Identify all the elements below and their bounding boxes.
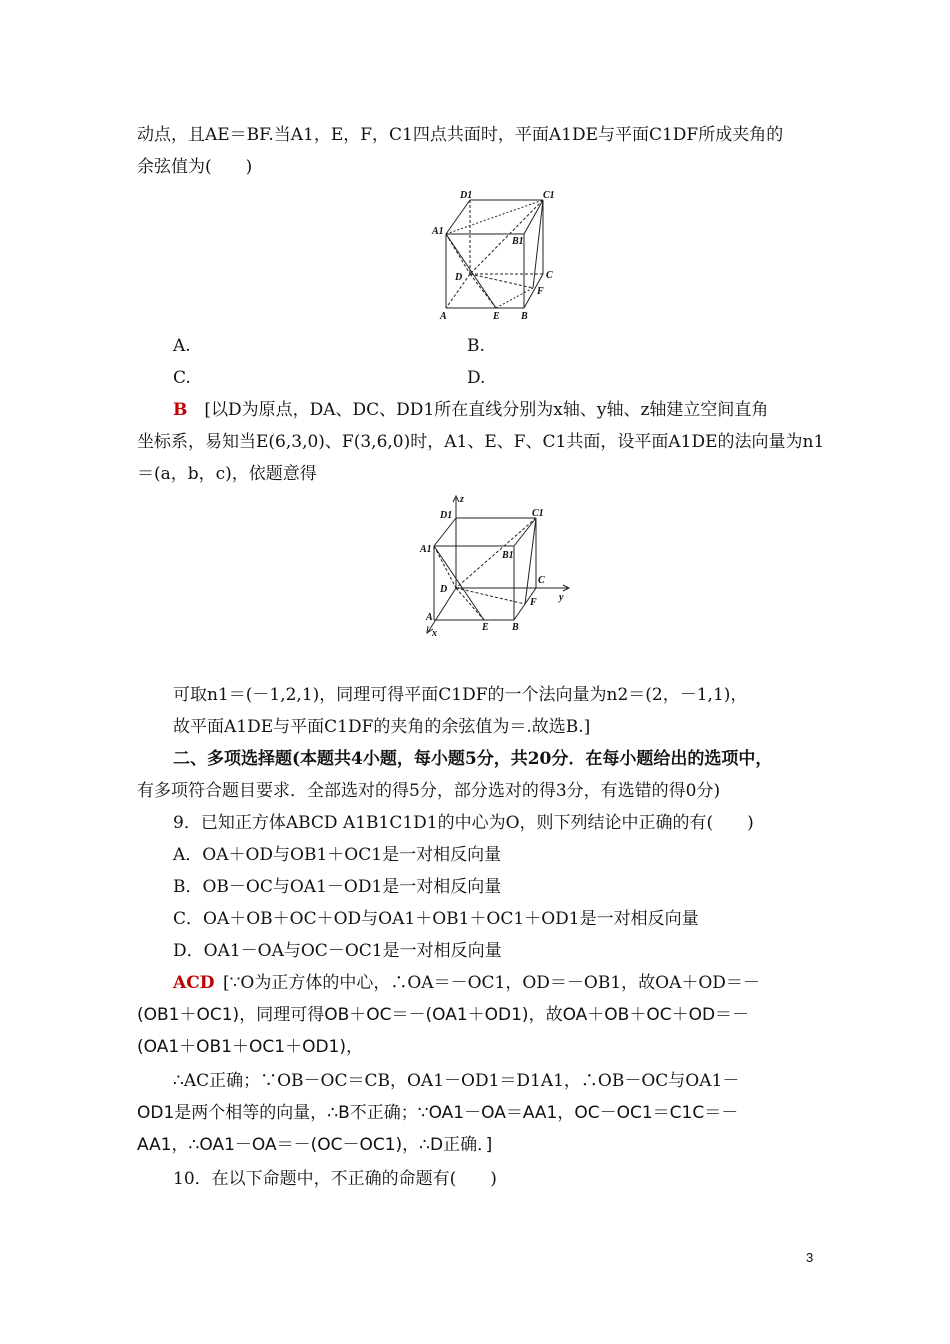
label-C: C xyxy=(546,270,553,281)
q9-solution-line2: (OB1＋OC1)，同理可得OB＋OC＝－(OA1＋OD1)，故OA＋OB＋OC＋OD＝－ xyxy=(137,1005,750,1025)
label-x: x xyxy=(432,628,437,639)
q9-solution-line5: OD1是两个相等的向量，∴B不正确；∵OA1－OA＝AA1，OC－OC1＝C1C＝－ xyxy=(137,1103,739,1123)
q8-solution-line3: ＝(a，b，c)，依题意得 xyxy=(137,464,317,484)
q9-answer: ACD xyxy=(173,973,215,993)
q9-solution-line3: (OA1＋OB1＋OC1＋OD1)， xyxy=(137,1037,364,1057)
label-z: z xyxy=(460,494,464,505)
q8-option-b: B. xyxy=(467,336,485,356)
label-B: B xyxy=(512,622,519,633)
q8-option-a: A. xyxy=(173,336,191,356)
section2-heading-line1: 二、多项选择题(本题共4小题，每小题5分，共20分．在每小题给出的选项中， xyxy=(173,749,773,769)
q9-option-c: C．OA＋OB＋OC＋OD与OA1＋OB1＋OC1＋OD1是一对相反向量 xyxy=(173,909,699,929)
q8-stem-line2: 余弦值为( ) xyxy=(137,157,253,177)
label-B1: B1 xyxy=(512,236,524,247)
q8-solution-line2: 坐标系，易知当E(6,3,0)、F(3,6,0)时，A1、E、F、C1共面，设平面A1DE的法向量为n1 xyxy=(137,432,825,452)
page-number: 3 xyxy=(806,1250,814,1265)
label-C1: C1 xyxy=(543,190,555,201)
label-D1: D1 xyxy=(460,190,473,201)
label-C1: C1 xyxy=(532,508,544,519)
q9-solution-line4: ∴AC正确；∵OB－OC＝CB，OA1－OD1＝D1A1，∴OB－OC与OA1－ xyxy=(173,1071,740,1091)
q8-option-c: C. xyxy=(173,368,191,388)
q9-stem: 9．已知正方体ABCD A1B1C1D1的中心为O，则下列结论中正确的有( ) xyxy=(173,813,754,833)
label-E: E xyxy=(482,622,489,633)
q8-solution-line4: 可取n1＝(－1,2,1)，同理可得平面C1DF的一个法向量为n2＝(2，－1,1)， xyxy=(173,685,748,705)
label-B: B xyxy=(521,311,528,322)
label-A1: A1 xyxy=(420,544,432,555)
label-D: D xyxy=(455,272,463,283)
label-y: y xyxy=(559,592,564,603)
label-C: C xyxy=(538,575,545,586)
q10-stem: 10．在以下命题中，不正确的命题有( ) xyxy=(173,1169,497,1189)
section2-heading-line2: 有多项符合题目要求．全部选对的得5分，部分选对的得3分，有选错的得0分) xyxy=(137,781,721,801)
cube-figure-2 xyxy=(418,492,573,640)
label-A1: A1 xyxy=(432,226,444,237)
label-D1: D1 xyxy=(440,510,453,521)
label-E: E xyxy=(493,311,500,322)
q9-option-b: B．OB－OC与OA1－OD1是一对相反向量 xyxy=(173,877,502,897)
label-A: A xyxy=(426,612,433,623)
label-D: D xyxy=(440,584,448,595)
q9-option-d: D．OA1－OA与OC－OC1是一对相反向量 xyxy=(173,941,502,961)
q8-solution-line5: 故平面A1DE与平面C1DF的夹角的余弦值为＝.故选B.] xyxy=(173,717,591,737)
q8-solution-line1: B [以D为原点，DA、DC、DD1所在直线分别为x轴、y轴、z轴建立空间直角 xyxy=(173,400,769,420)
label-F: F xyxy=(530,597,537,608)
cube-figure-1 xyxy=(430,188,560,323)
label-B1: B1 xyxy=(502,550,514,561)
label-F: F xyxy=(537,286,544,297)
q8-answer: B xyxy=(173,400,188,420)
label-A: A xyxy=(440,311,447,322)
q9-solution-line6: AA1，∴OA1－OA＝－(OC－OC1)，∴D正确．] xyxy=(137,1135,493,1155)
q8-option-d: D. xyxy=(467,368,486,388)
q9-option-a: A．OA＋OD与OB1＋OC1是一对相反向量 xyxy=(173,845,502,865)
q8-stem-line1: 动点，且AE＝BF.当A1，E，F，C1四点共面时，平面A1DE与平面C1DF所成夹角的 xyxy=(137,125,784,145)
q9-solution-line1: ACD [∵O为正方体的中心，∴OA＝－OC1，OD＝－OB1，故OA＋OD＝－ xyxy=(173,973,760,993)
